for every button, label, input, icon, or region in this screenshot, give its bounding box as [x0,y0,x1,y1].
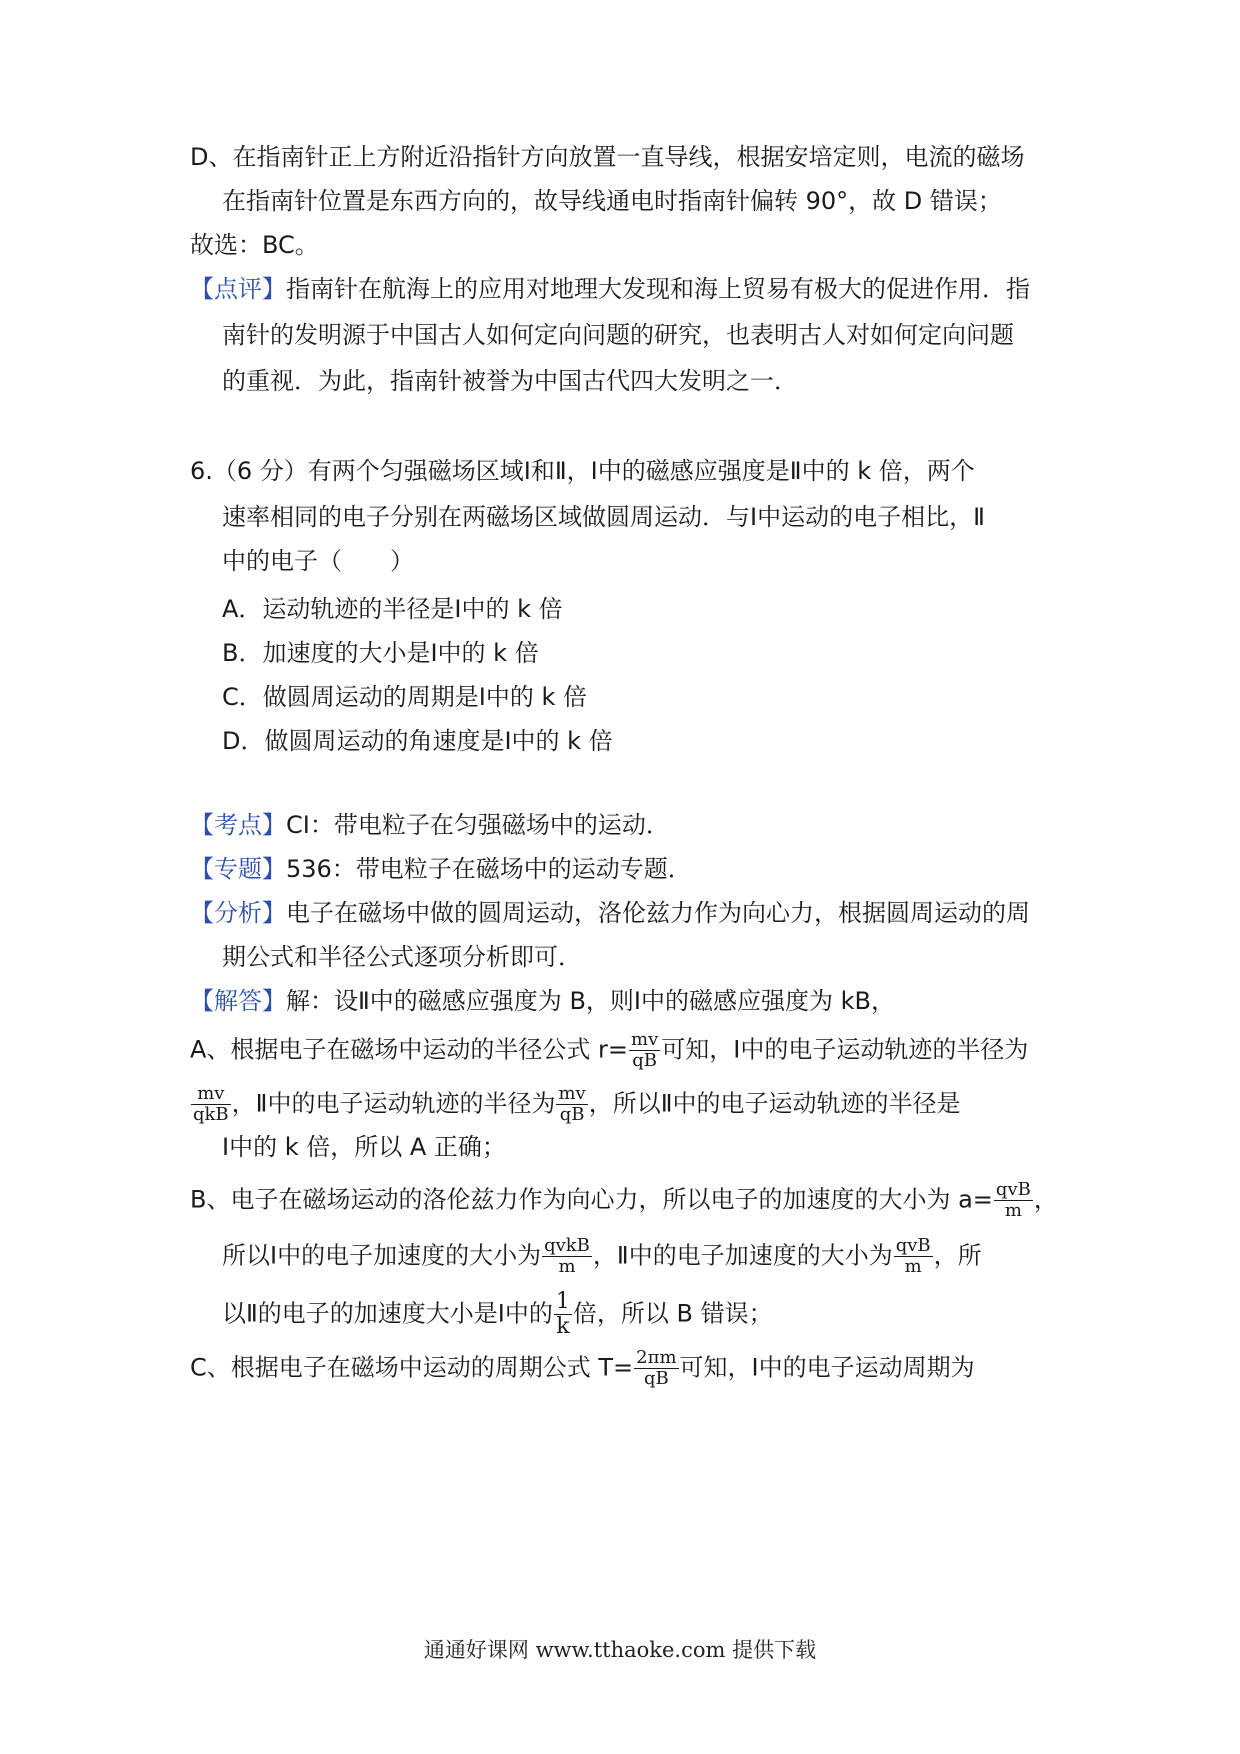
solution-c-line-1 [190,1348,975,1389]
fraction-denominator: qkB [193,1104,229,1125]
zhuanti-line [190,852,692,886]
fraction-qvB-over-m-2 [894,1236,933,1277]
fraction-qvB-over-m [994,1180,1033,1221]
solution-b-line-2 [222,1236,982,1277]
option-d: D．做圆周运动的角速度是Ⅰ中的 k 倍 [222,727,613,755]
page-footer: 通通好课网 www.tthaoke.com 提供下载 [423,1638,817,1662]
solution-a-text-2: 可知，Ⅰ中的电子运动轨迹的半径为 [661,1035,1029,1064]
question-6-line-2: 速率相同的电子分别在两磁场区域做圆周运动．与Ⅰ中运动的电子相比，Ⅱ [222,503,985,531]
solution-b-text-2: ， [1033,1185,1058,1214]
solution-b-text-3: 所以Ⅰ中的电子加速度的大小为 [222,1241,542,1270]
fraction-numerator: 1 [555,1289,570,1314]
jieda-tag: 【解答】 [190,987,286,1015]
option-a: A．运动轨迹的半径是Ⅰ中的 k 倍 [222,595,563,623]
fraction-denominator: m [1004,1200,1022,1221]
option-d-explanation-line-2: 在指南针位置是东西方向的，故导线通电时指南针偏转 90°，故 D 错误； [222,187,1002,215]
solution-c-text-1: C、根据电子在磁场中运动的周期公式 T= [190,1353,634,1382]
fraction-denominator: k [556,1314,570,1339]
solution-a-text-4: ，所以Ⅱ中的电子运动轨迹的半径是 [588,1089,961,1118]
kaodian-text: CI：带电粒子在匀强磁场中的运动． [286,811,670,839]
solution-b-text-6: 以Ⅱ的电子的加速度大小是Ⅰ中的 [222,1299,553,1328]
fraction-1-over-k [554,1290,572,1339]
fenxi-text-1: 电子在磁场中做的圆周运动，洛伦兹力作为向心力，根据圆周运动的周 [286,899,1030,927]
jieda-text: 解：设Ⅱ中的磁感应强度为 B，则Ⅰ中的磁感应强度为 kB， [286,987,895,1015]
fraction-denominator: qB [632,1050,658,1071]
fraction-mv-over-qB-2 [556,1084,587,1125]
zhuanti-text: 536：带电粒子在磁场中的运动专题． [286,855,692,883]
solution-b-text-4: ，Ⅱ中的电子加速度的大小为 [592,1241,893,1270]
fraction-mv-over-qB [629,1030,660,1071]
solution-a-line-2 [190,1084,961,1125]
fraction-numerator: qvB [895,1235,931,1256]
option-d-explanation-line-1: D、在指南针正上方附近沿指针方向放置一直导线，根据安培定则，电流的磁场 [190,143,1025,171]
question-6-line-1: 6.（6 分）有两个匀强磁场区域Ⅰ和Ⅱ，Ⅰ中的磁感应强度是Ⅱ中的 k 倍，两个 [190,457,975,485]
solution-c-text-2: 可知，Ⅰ中的电子运动周期为 [679,1353,975,1382]
jieda-line [190,984,895,1018]
solution-b-text-5: ，所 [933,1241,982,1270]
fraction-denominator: m [904,1256,922,1277]
solution-a-line-3: Ⅰ中的 k 倍，所以 A 正确； [222,1133,506,1161]
fenxi-tag: 【分析】 [190,899,286,927]
option-b: B．加速度的大小是Ⅰ中的 k 倍 [222,639,539,667]
answer-choice: 故选：BC。 [190,231,319,259]
fraction-mv-over-qkB [191,1084,231,1125]
kaodian-line [190,808,670,842]
fraction-denominator: qB [643,1368,669,1389]
fraction-numerator: qvB [995,1179,1031,1200]
kaodian-tag: 【考点】 [190,811,286,839]
fraction-qvkB-over-m [542,1236,592,1277]
comment-line-1 [190,272,1030,306]
comment-tag: 【点评】 [190,275,286,303]
fraction-2pim-over-qB [634,1348,678,1389]
fraction-numerator: mv [558,1083,586,1104]
zhuanti-tag: 【专题】 [190,855,286,883]
fenxi-line-2: 期公式和半径公式逐项分析即可． [222,943,582,971]
fraction-numerator: mv [631,1029,659,1050]
fraction-denominator: qB [559,1104,585,1125]
option-c: C．做圆周运动的周期是Ⅰ中的 k 倍 [222,683,587,711]
fraction-denominator: m [558,1256,576,1277]
solution-b-line-1 [190,1180,1058,1221]
fraction-numerator: mv [191,1084,231,1105]
solution-a-text-1: A、根据电子在磁场中运动的半径公式 r= [190,1035,629,1064]
fraction-numerator: 2πm [636,1347,677,1368]
fenxi-line-1 [190,896,1030,930]
comment-line-3: 的重视．为此，指南针被誉为中国古代四大发明之一． [222,367,798,395]
solution-a-text-3: ，Ⅱ中的电子运动轨迹的半径为 [231,1089,556,1118]
comment-text-1: 指南针在航海上的应用对地理大发现和海上贸易有极大的促进作用．指 [286,275,1030,303]
solution-a-line-1 [190,1030,1028,1071]
solution-b-text-7: 倍，所以 B 错误； [572,1299,773,1328]
solution-b-text-1: B、电子在磁场运动的洛伦兹力作为向心力，所以电子的加速度的大小为 a= [190,1185,993,1214]
solution-b-line-3 [222,1290,773,1339]
comment-line-2: 南针的发明源于中国古人如何定向问题的研究，也表明古人对如何定向问题 [222,321,1014,349]
question-6-line-3: 中的电子（ ） [222,547,414,575]
fraction-numerator: qvkB [544,1235,590,1256]
